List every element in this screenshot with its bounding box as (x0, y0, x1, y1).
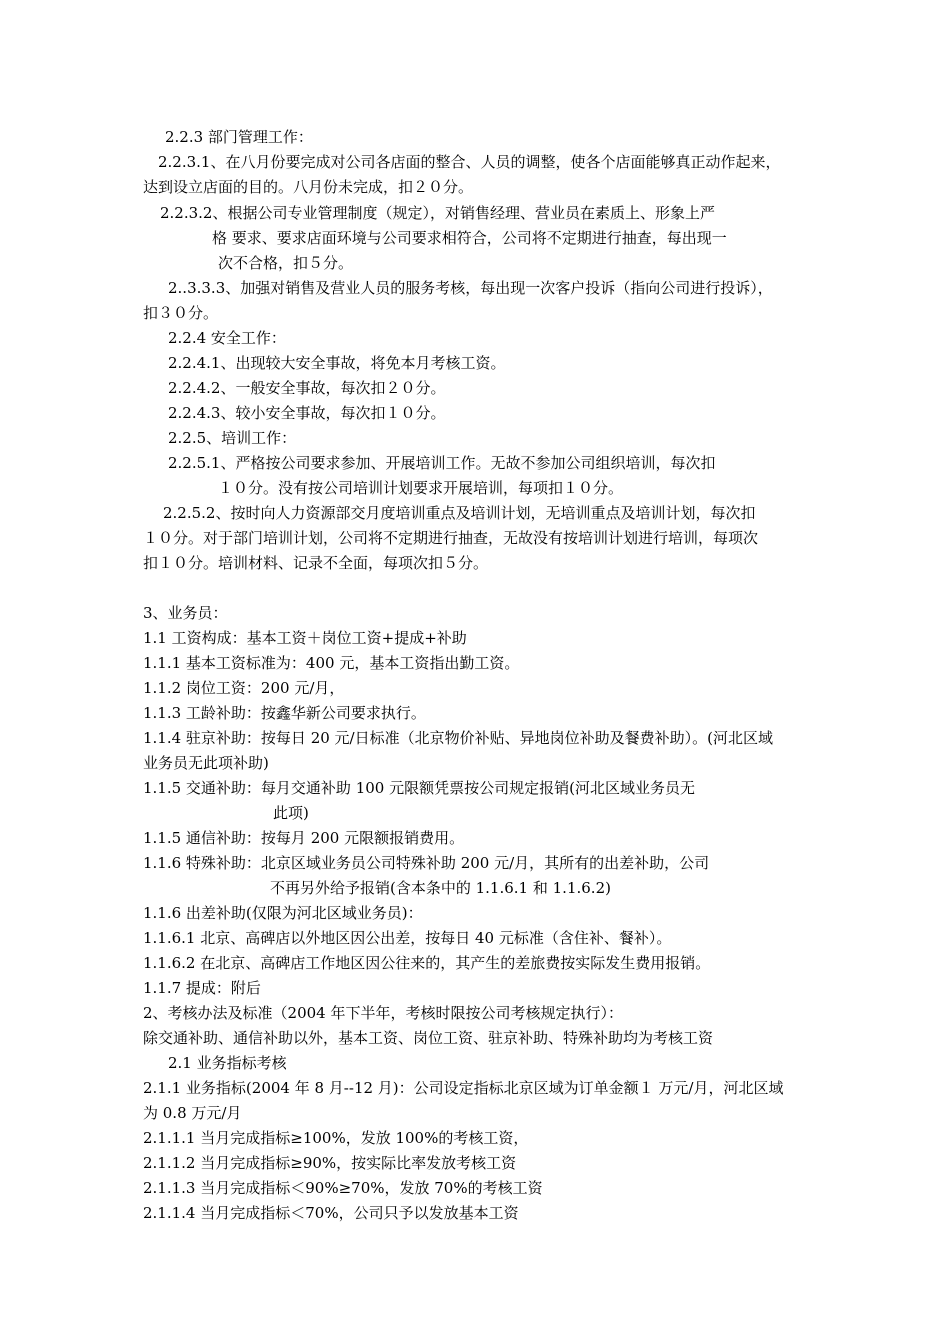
heading-2-2-3: 2.2.3 部门管理工作： (165, 128, 313, 146)
paragraph-line: 2.2.5.1、严格按公司要求参加、开展培训工作。无故不参加公司组织培训，每次扣 (168, 454, 716, 472)
paragraph-line: 1.1.2 岗位工资：200 元/月， (143, 679, 345, 697)
section-heading-3: 3、业务员： (143, 604, 228, 622)
paragraph-line: 扣３０分。 (143, 304, 219, 322)
paragraph-line: 1.1.5 通信补助：按每月 200 元限额报销费用。 (143, 829, 465, 847)
paragraph-line: 1.1.7 提成：附后 (143, 979, 261, 997)
paragraph-line: 1.1.6 特殊补助：北京区域业务员公司特殊补助 200 元/月，其所有的出差补助，公司 (143, 854, 710, 872)
paragraph-line: 2.1.1.1 当月完成指标≥100%，发放 100%的考核工资， (143, 1129, 529, 1147)
paragraph-line: 2.1.1.4 当月完成指标＜70%，公司只予以发放基本工资 (143, 1204, 519, 1222)
paragraph-line: 除交通补助、通信补助以外，基本工资、岗位工资、驻京补助、特殊补助均为考核工资 (143, 1029, 714, 1047)
paragraph-line: 1.1.6.2 在北京、高碑店工作地区因公往来的，其产生的差旅费按实际发生费用报销。 (143, 954, 711, 972)
paragraph-line: 2.2.3.1、在八月份要完成对公司各店面的整合、人员的调整，使各个店面能够真正动作起来， (158, 153, 781, 171)
paragraph-line: 2.2.4.3、较小安全事故，每次扣１０分。 (168, 404, 446, 422)
paragraph-line: 1.1 工资构成：基本工资＋岗位工资+提成+补助 (143, 629, 467, 647)
paragraph-line: 次不合格，扣５分。 (218, 254, 354, 272)
paragraph-line: 1.1.1 基本工资标准为：400 元，基本工资指出勤工资。 (143, 654, 520, 672)
paragraph-line: 2.2.3.2、根据公司专业管理制度（规定），对销售经理、营业员在素质上、形象上严 (160, 204, 715, 222)
paragraph-line: 为 0.8 万元/月 (143, 1104, 242, 1122)
paragraph-line: 达到设立店面的目的。八月份未完成，扣２０分。 (143, 178, 474, 196)
paragraph-line: 1.1.3 工龄补助：按鑫华新公司要求执行。 (143, 704, 426, 722)
paragraph-line: 1.1.6.1 北京、高碑店以外地区因公出差，按每日 40 元标准（含住补、餐补）。 (143, 929, 672, 947)
paragraph-line: 2、考核办法及标准（2004 年下半年，考核时限按公司考核规定执行）： (143, 1004, 623, 1022)
paragraph-line: 不再另外给予报销(含本条中的 1.1.6.1 和 1.1.6.2) (270, 879, 611, 897)
paragraph-line: 格 要求、要求店面环境与公司要求相符合，公司将不定期进行抽查，每出现一 (212, 229, 727, 247)
paragraph-line: 2.1.1 业务指标(2004 年 8 月--12 月)：公司设定指标北京区域为订单金额１ 万元/月，河北区域 (143, 1079, 784, 1097)
paragraph-line: 1.1.5 交通补助：每月交通补助 100 元限额凭票按公司规定报销(河北区域业务员无 (143, 779, 695, 797)
paragraph-line: 扣１０分。培训材料、记录不全面，每项次扣５分。 (143, 554, 489, 572)
paragraph-line: 此项) (273, 804, 309, 822)
heading-2-2-5: 2.2.5、培训工作： (168, 429, 297, 447)
paragraph-line: 业务员无此项补助) (143, 754, 269, 772)
paragraph-line: 2..3.3.3、加强对销售及营业人员的服务考核，每出现一次客户投诉（指向公司进行投诉）， (168, 279, 773, 297)
paragraph-line: １０分。没有按公司培训计划要求开展培训，每项扣１０分。 (218, 479, 624, 497)
heading-2-2-4: 2.2.4 安全工作： (168, 329, 286, 347)
paragraph-line: 1.1.4 驻京补助：按每日 20 元/日标准（北京物价补贴、异地岗位补助及餐费补助）。(河北区域 (143, 729, 773, 747)
paragraph-line: 2.2.5.2、按时向人力资源部交月度培训重点及培训计划，无培训重点及培训计划，每次扣 (163, 504, 756, 522)
paragraph-line: 2.2.4.1、出现较大安全事故，将免本月考核工资。 (168, 354, 506, 372)
paragraph-line: 1.1.6 出差补助(仅限为河北区域业务员)： (143, 904, 423, 922)
paragraph-line: 2.1.1.2 当月完成指标≥90%，按实际比率发放考核工资 (143, 1154, 517, 1172)
paragraph-line: 2.2.4.2、一般安全事故，每次扣２０分。 (168, 379, 446, 397)
paragraph-line: １０分。对于部门培训计划，公司将不定期进行抽查，无故没有按培训计划进行培训，每项次 (143, 529, 759, 547)
heading-2-1: 2.1 业务指标考核 (168, 1054, 287, 1072)
paragraph-line: 2.1.1.3 当月完成指标＜90%≥70%，发放 70%的考核工资 (143, 1179, 543, 1197)
